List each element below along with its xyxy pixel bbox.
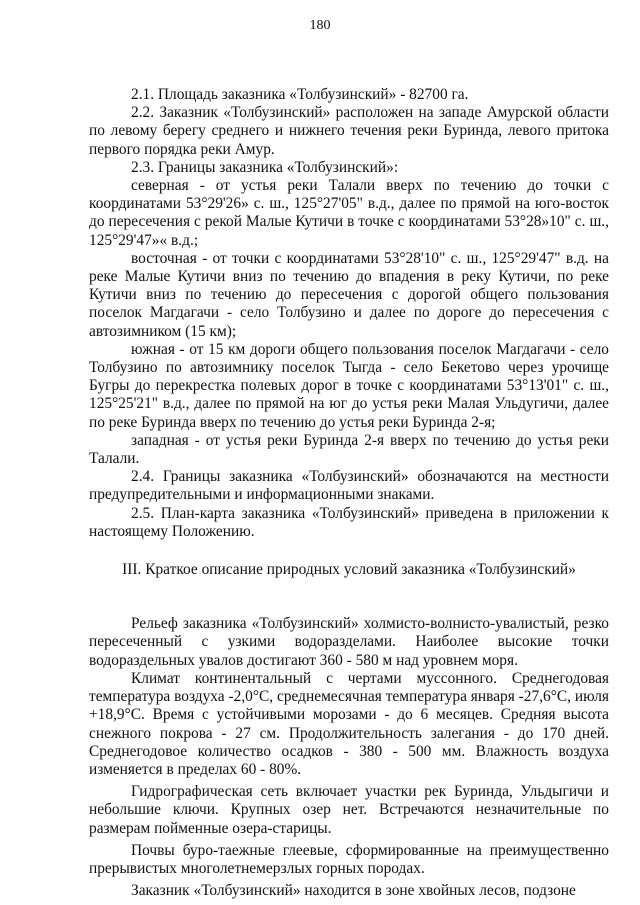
- paragraph-vegetation-zone: Заказник «Толбузинский» находится в зоне хвойных лесов, подзоне: [131, 882, 576, 900]
- paragraph-boundary-south: южная - от 15 км дороги общего пользования поселок Магдагачи - село Толбузино по автозимнику поселок Тыгда - село Бекетово через урочище Бугры до перекрестка полевых дорог в точке с координатами 53°13'01" с. ш., 125°25'21" в.д., далее по прямой на юг до устья реки Малая Ульдугичи, далее по реке Буринда вверх по течению до устья реки Буринда 2-я;: [89, 340, 609, 431]
- paragraph-hydrography: Гидрографическая сеть включает участки рек Буринда, Ульдыгичи и небольшие ключи. Крупных озер нет. Встречаются незначительные по размерам пойменные озера-старицы.: [89, 783, 609, 837]
- page-number: 180: [309, 18, 331, 33]
- paragraph-relief: Рельеф заказника «Толбузинский» холмисто-волнисто-увалистый, резко пересеченный с узкими водоразделами. Наиболее высокие точки водораздельных увалов достигают 360 - 580 м над уровнем моря.: [89, 615, 609, 669]
- paragraph-boundaries-intro: 2.3. Границы заказника «Толбузинский»:: [131, 158, 399, 176]
- paragraph-map-reference: 2.5. План-карта заказника «Толбузинский» приведена в приложении к настоящему Положению.: [89, 504, 609, 540]
- paragraph-area: 2.1. Площадь заказника «Толбузинский» - 82700 га.: [131, 86, 469, 103]
- section-spacer: [89, 579, 609, 615]
- paragraph-climate: Климат континентальный с чертами муссонного. Среднегодовая температура воздуха -2,0°С, среднемесячная температура января -27,6°С, июля +18,9°С. Время с устойчивыми морозами - до 6 месяцев. Средняя высота снежного покрова - 27 см. Продолжительность залегания - до 170 дней. Среднегодовое количество осадков - 380 - 500 мм. Влажность воздуха изменяется в пределах 60 - 80%.: [89, 669, 609, 778]
- paragraph-boundary-signs: 2.4. Границы заказника «Толбузинский» обозначаются на местности предупредительными и информационными знаками.: [89, 468, 609, 504]
- paragraph-location: 2.2. Заказник «Толбузинский» расположен на западе Амурской области по левому берегу среднего и нижнего течения реки Буринда, левого притока первого порядка реки Амур.: [89, 104, 609, 158]
- paragraph-boundary-east: восточная - от точки с координатами 53°28'10" с. ш., 125°29'47" в.д. на реке Малые Кутичи вниз по течению до впадения в реку Кутичи, по реке Кутичи вниз по течению до пересечения с дорогой общего пользования поселок Магдагачи - село Толбузино и далее по дороге до пересечения с автозимником (15 км);: [89, 249, 609, 340]
- document-body: [89, 86, 609, 900]
- paragraph-boundary-west: западная - от устья реки Буринда 2-я вверх по течению до устья реки Талали.: [89, 431, 609, 468]
- paragraph-soils: Почвы буро-таежные глеевые, сформированные на преимущественно прерывистых многолетнемерзлых горных породах.: [89, 841, 609, 877]
- paragraph-boundary-north: северная - от устья реки Талали вверх по течению до точки с координатами 53°29'26» с. ш., 125°27'05" в.д., далее по прямой на юго-восток до пересечения с рекой Малые Кутичи в точке с координатами 53°28»10" с. ш., 125°29'47»« в.д.;: [89, 177, 609, 249]
- section-heading: III. Краткое описание природных условий заказника «Толбузинский»: [122, 561, 576, 579]
